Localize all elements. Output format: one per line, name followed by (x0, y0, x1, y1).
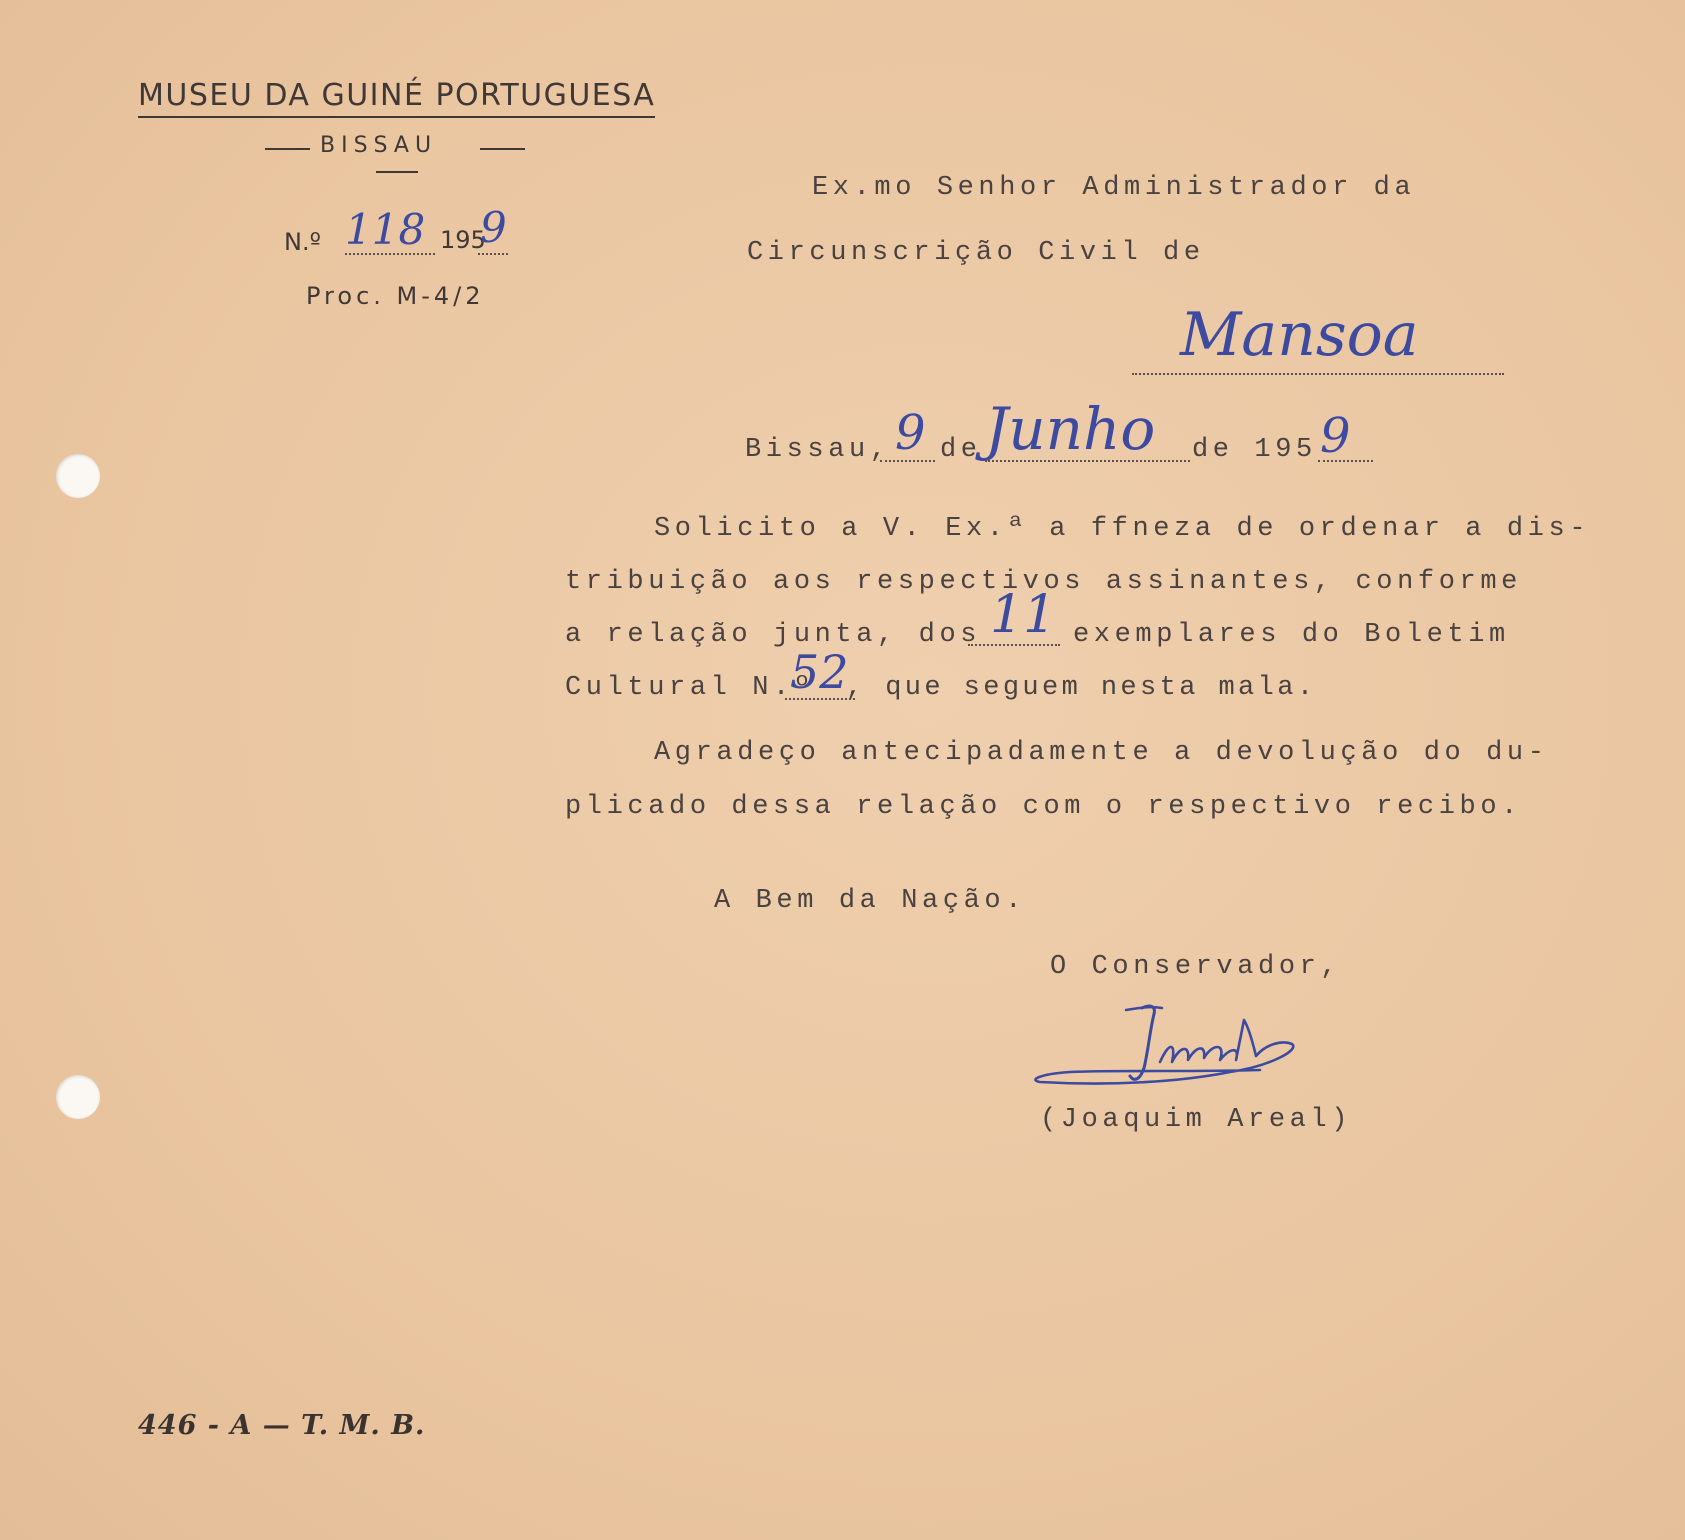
date-de-2-year: de 195 (1192, 435, 1317, 465)
city-right-dash (480, 148, 525, 150)
letterhead-rule (138, 116, 655, 118)
body-p1-line-4a: Cultural N.º (565, 673, 815, 703)
institution-name: MUSEU DA GUINÉ PORTUGUESA (138, 78, 656, 113)
body-p1-line-3b: exemplares do Boletim (1073, 620, 1510, 650)
reference-year-handwritten: 9 (480, 203, 507, 252)
body-p2-line-1: Agradeço antecipadamente a devolução do du- (654, 738, 1549, 768)
punch-hole-bottom (56, 1075, 100, 1119)
addressee-line-2: Circunscrição Civil de (747, 238, 1205, 268)
reference-number-prefix: N.º (284, 228, 321, 256)
addressee-place-handwritten: Mansoa (1180, 300, 1419, 370)
closing-salutation: A Bem da Nação. (714, 886, 1027, 916)
date-year-handwritten: 9 (1320, 408, 1351, 464)
signature-name: (Joaquim Areal) (1040, 1105, 1353, 1135)
printer-code: 446 - A — T. M. B. (138, 1410, 426, 1441)
reference-year-dots (478, 253, 508, 255)
copies-dots (968, 644, 1060, 646)
reference-year-printed: 195 (440, 226, 486, 254)
city-name: BISSAU (320, 133, 438, 158)
reference-number-dots (345, 253, 435, 255)
addressee-place-dots (1132, 373, 1504, 375)
body-p2-line-2: plicado dessa relação com o respectivo recibo. (565, 792, 1522, 822)
handwritten-signature (1030, 1000, 1360, 1110)
date-month-handwritten: Junho (985, 395, 1156, 463)
body-p1-line-1: Solicito a V. Ex.ª a ffneza de ordenar a dis- (654, 514, 1591, 544)
reference-number-handwritten: 118 (345, 205, 426, 254)
process-number: Proc. M-4/2 (306, 282, 485, 310)
date-year-dots (1318, 460, 1373, 462)
letterhead-small-rule (376, 171, 418, 173)
body-p1-line-2: tribuição aos respectivos assinantes, conforme (565, 567, 1522, 597)
body-p1-line-4b: , que seguem nesta mala. (846, 673, 1317, 703)
addressee-line-1: Ex.mo Senhor Administrador da (812, 173, 1416, 203)
city-left-dash (265, 148, 310, 150)
bulletin-number-dots (785, 698, 855, 700)
copies-handwritten: 11 (990, 585, 1057, 645)
bulletin-number-handwritten: 52 (790, 645, 849, 699)
punch-hole-top (56, 454, 100, 498)
date-day-handwritten: 9 (895, 405, 926, 461)
date-day-dots (880, 460, 935, 462)
body-p1-line-3a: a relação junta, dos (565, 620, 982, 650)
date-de-1: de (940, 435, 982, 465)
date-city: Bissau, (745, 435, 891, 465)
date-month-dots (985, 460, 1190, 462)
closing-role: O Conservador, (1050, 952, 1342, 982)
